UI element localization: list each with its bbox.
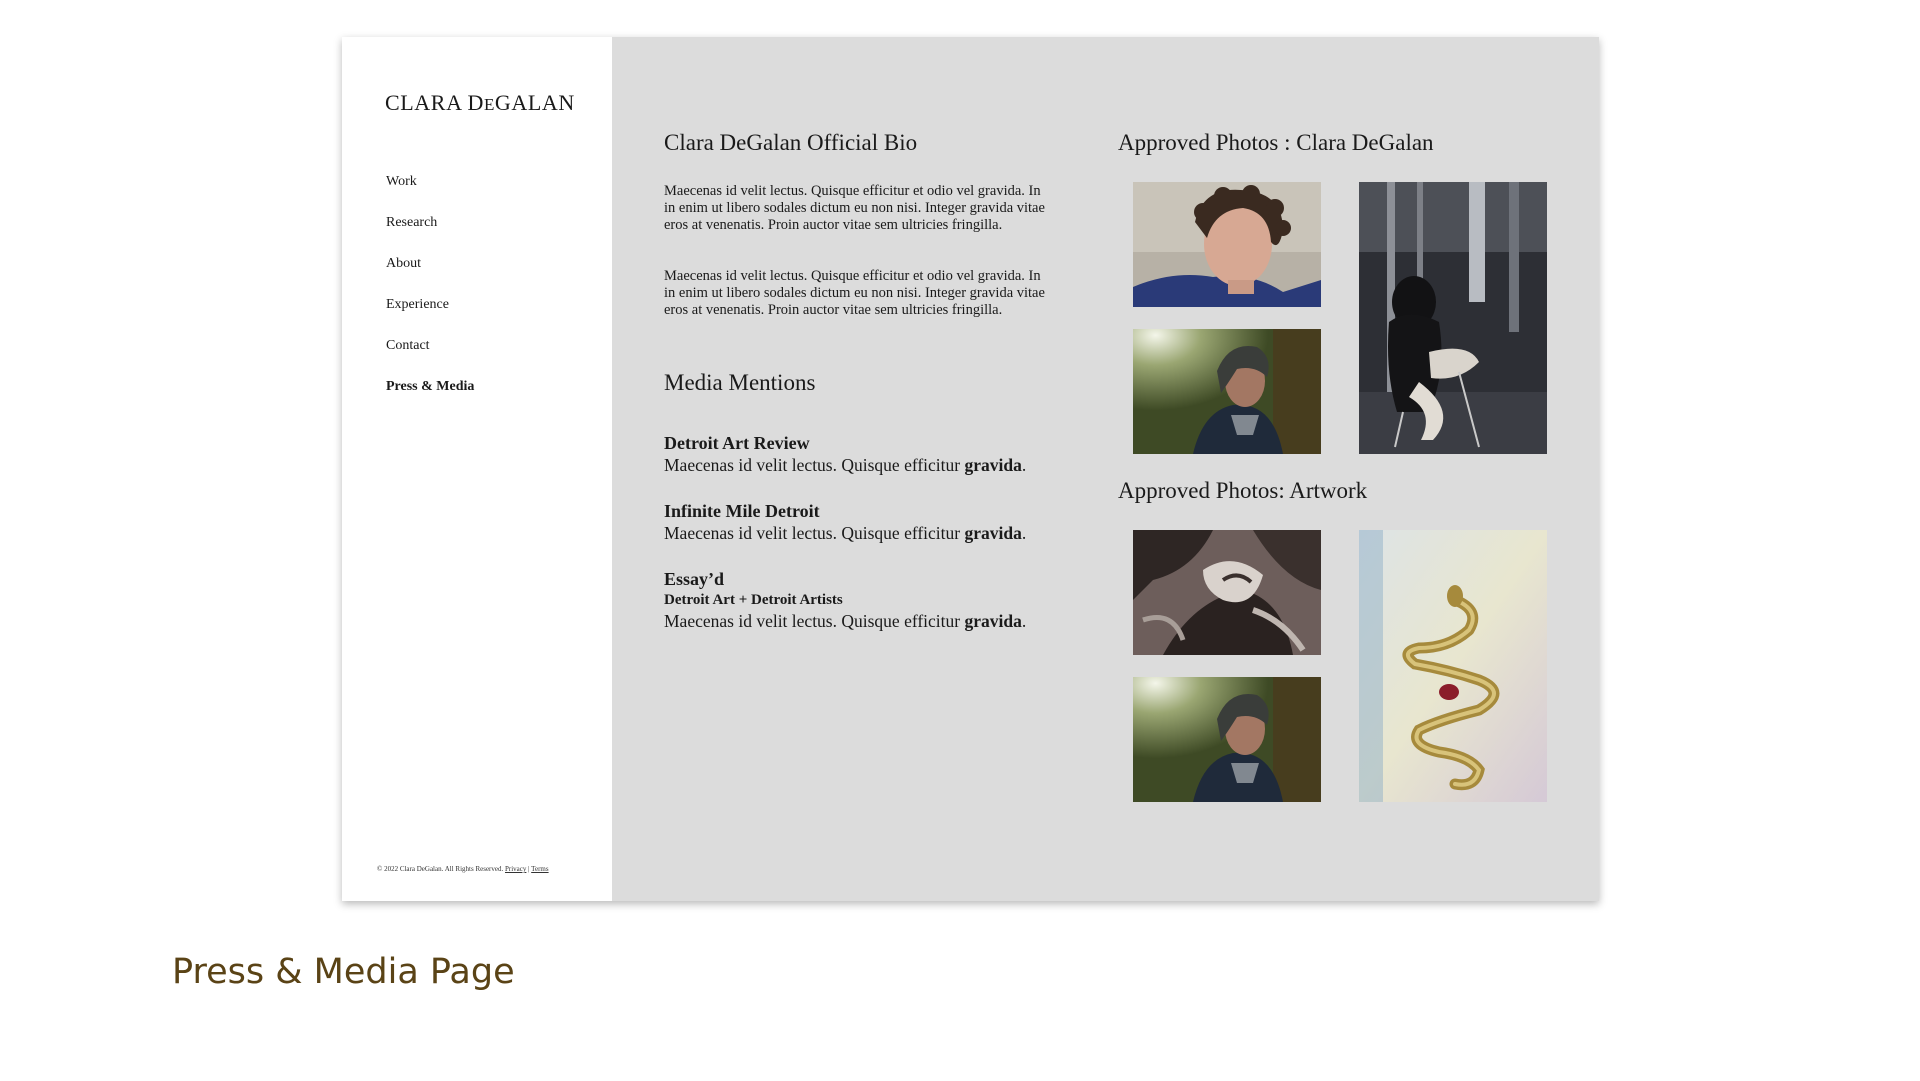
nav-item-about[interactable]: About — [386, 256, 421, 271]
mention-text-body: Maecenas id velit lectus. Quisque efficitur — [664, 611, 965, 631]
artwork-serpent-ring-photo[interactable] — [1359, 530, 1547, 802]
bio-paragraph-1: Maecenas id velit lectus. Quisque efficitur et odio vel gravida. In in enim ut libero sodales dictum eu non nisi. Integer gravida vitae eros at venenatis. Proin auctor vitae sem ultricies fringilla. — [664, 183, 1045, 233]
media-mention-item — [664, 568, 1084, 632]
logo-text-3: GALAN — [494, 90, 575, 115]
sidebar — [342, 37, 612, 901]
nav-item-press-media[interactable]: Press & Media — [386, 379, 475, 394]
mention-text — [664, 522, 1084, 544]
bio-heading: Clara DeGalan Official Bio — [664, 130, 918, 155]
page-caption: Press & Media Page — [172, 952, 515, 992]
mention-text-bold: gravida — [964, 523, 1022, 543]
mention-text-end: . — [1021, 455, 1027, 475]
mention-title[interactable]: Essay’d — [664, 569, 725, 589]
footer-separator: | — [528, 865, 530, 873]
mention-text-bold: gravida — [964, 611, 1022, 631]
artist-portrait-photo[interactable] — [1133, 182, 1321, 307]
bio-paragraph-2: Maecenas id velit lectus. Quisque efficitur et odio vel gravida. In in enim ut libero sodales dictum eu non nisi. Integer gravida vitae eros at venenatis. Proin auctor vitae sem ultricies fringilla. — [664, 268, 1045, 318]
footer-terms-link[interactable]: Terms — [531, 865, 549, 873]
mention-text-end: . — [1021, 611, 1027, 631]
mention-subtitle: Detroit Art + Detroit Artists — [664, 592, 843, 608]
nav-item-research[interactable]: Research — [386, 215, 438, 230]
nav-item-experience[interactable]: Experience — [386, 297, 449, 312]
website-mockup — [342, 37, 1599, 901]
media-mentions-heading: Media Mentions — [664, 370, 816, 395]
mention-text-body: Maecenas id velit lectus. Quisque efficitur — [664, 455, 965, 475]
artwork-photos-heading: Approved Photos: Artwork — [1118, 478, 1368, 503]
mention-text-body: Maecenas id velit lectus. Quisque efficitur — [664, 523, 965, 543]
mention-text — [664, 610, 1084, 632]
mention-text-end: . — [1021, 523, 1027, 543]
site-logo[interactable] — [385, 90, 575, 116]
media-mention-item — [664, 432, 1084, 476]
mention-text — [664, 454, 1084, 476]
artwork-sunlit-photo[interactable] — [1133, 677, 1321, 802]
logo-text-1: CLARA D — [385, 90, 484, 115]
mention-text-bold: gravida — [964, 455, 1022, 475]
artwork-drawing-photo[interactable] — [1133, 530, 1321, 655]
footer-copyright: © 2022 Clara DeGalan. All Rights Reserved. — [377, 865, 504, 873]
artist-sunlit-photo[interactable] — [1133, 329, 1321, 454]
artist-photos-heading: Approved Photos : Clara DeGalan — [1118, 130, 1434, 155]
footer — [377, 865, 549, 873]
mention-title[interactable]: Detroit Art Review — [664, 433, 810, 453]
nav-item-contact[interactable]: Contact — [386, 338, 430, 353]
media-mention-item — [664, 500, 1084, 544]
footer-privacy-link[interactable]: Privacy — [505, 865, 527, 873]
nav-item-work[interactable]: Work — [386, 174, 417, 189]
artist-seated-photo[interactable] — [1359, 182, 1547, 454]
mention-title[interactable]: Infinite Mile Detroit — [664, 501, 820, 521]
logo-text-2: E — [483, 95, 495, 114]
